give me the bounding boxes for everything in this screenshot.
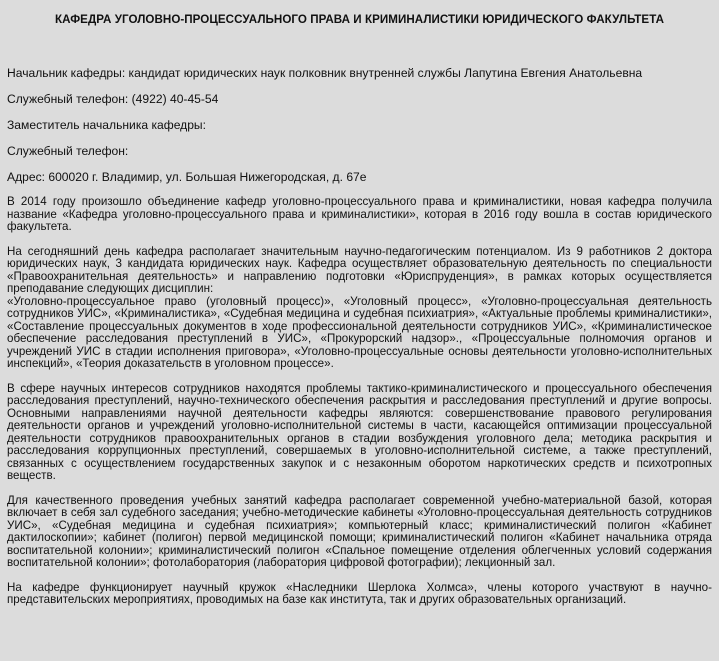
student-club-paragraph: На кафедре функционирует научный кружок «Наследники Шерлока Холмса», члены которого участвуют в научно-представительских мероприятиях, проводимых на базе как института, так и других образовательных организаций. (7, 580, 712, 606)
head-phone: Служебный телефон: (4922) 40-45-54 (7, 92, 219, 106)
deputy-phone: Служебный телефон: (7, 144, 129, 158)
potential-paragraph: На сегодняшний день кафедра располагает значительным научно-педагогическим потенциалом. Из 9 работников 2 доктора юридических наук, 3 кандидата юридических наук. Кафедра осуществляет образовательную деятельность по специальности «Правоохранительная деятельность» и направлению подготовки «Юриспруденция», в рамках которых осуществляется преподавание следующих дисциплин: (7, 244, 712, 295)
research-paragraph: В сфере научных интересов сотрудников находятся проблемы тактико-криминалистического и процессуального обеспечения расследования преступлений, научно-технического обеспечения раскрытия и расследования преступлений и другие вопросы. Основными направлениями научной деятельности кафедры являются: совершенствование правового регулирования деятельности органов и учреждений уголовно-исполнительной системы в части, касающейся оптимизации процессуальной деятельности сотрудников правоохранительных органов в стадии возбуждения уголовного дела; методика раскрытия и расследования коррупционных преступлений, совершаемых в уголовно-исполнительной системе, а также преступлений, связанных с осуществлением государственных закупок и с незаконным оборотом наркотических средств и психотропных веществ. (7, 381, 712, 482)
page-title: КАФЕДРА УГОЛОВНО-ПРОЦЕССУАЛЬНОГО ПРАВА И КРИМИНАЛИСТИКИ ЮРИДИЧЕСКОГО ФАКУЛЬТЕТА (54, 13, 665, 26)
deputy-head: Заместитель начальника кафедры: (7, 118, 206, 132)
history-paragraph: В 2014 году произошло объединение кафедр уголовно-процессуального права и криминалистики, новая кафедра получила название «Кафедра уголовно-процессуального права и криминалистики», которая в 2016 году вошла в состав юридического факультета. (7, 195, 712, 233)
head-of-department: Начальник кафедры: кандидат юридических наук полковник внутренней службы Лапутина Евгения Анатольевна (7, 66, 643, 80)
facilities-paragraph: Для качественного проведения учебных занятий кафедра располагает современной учебно-материальной базой, которая включает в себя зал судебного заседания; учебно-методические кабинеты «Уголовно-процессуальная деятельность сотрудников УИС», «Судебная медицина и судебная психиатрия»; компьютерный класс; криминалистический полигон «Кабинет дактилоскопии»; кабинет (полигон) первой медицинской помощи; криминалистический полигон «Кабинет начальника отряда воспитательной колонии»; криминалистический полигон «Спальное помещение отделения облегченных условий содержания воспитательной колонии»; фотолаборатория (лаборатория цифровой фотографии); лекционный зал. (7, 493, 712, 569)
disciplines-paragraph: «Уголовно-процессуальное право (уголовный процесс)», «Уголовный процесс», «Уголовно-процессуальная деятельность сотрудников УИС», «Криминалистика», «Судебная медицина и судебная психиатрия», «Актуальные проблемы криминалистики», «Составление процессуальных документов в ходе профессиональной деятельности сотрудников УИС», «Криминалистическое обеспечение расследования преступлений в УИС», «Прокурорский надзор»., «Процессуальные полномочия органов и учреждений УИС в стадии исполнения приговора», «Уголовно-процессуальные основы деятельности уголовно-исполнительных инспекций», «Теория доказательств в уголовном процессе». (7, 294, 712, 370)
address: Адрес: 600020 г. Владимир, ул. Большая Нижегородская, д. 67е (7, 170, 367, 184)
